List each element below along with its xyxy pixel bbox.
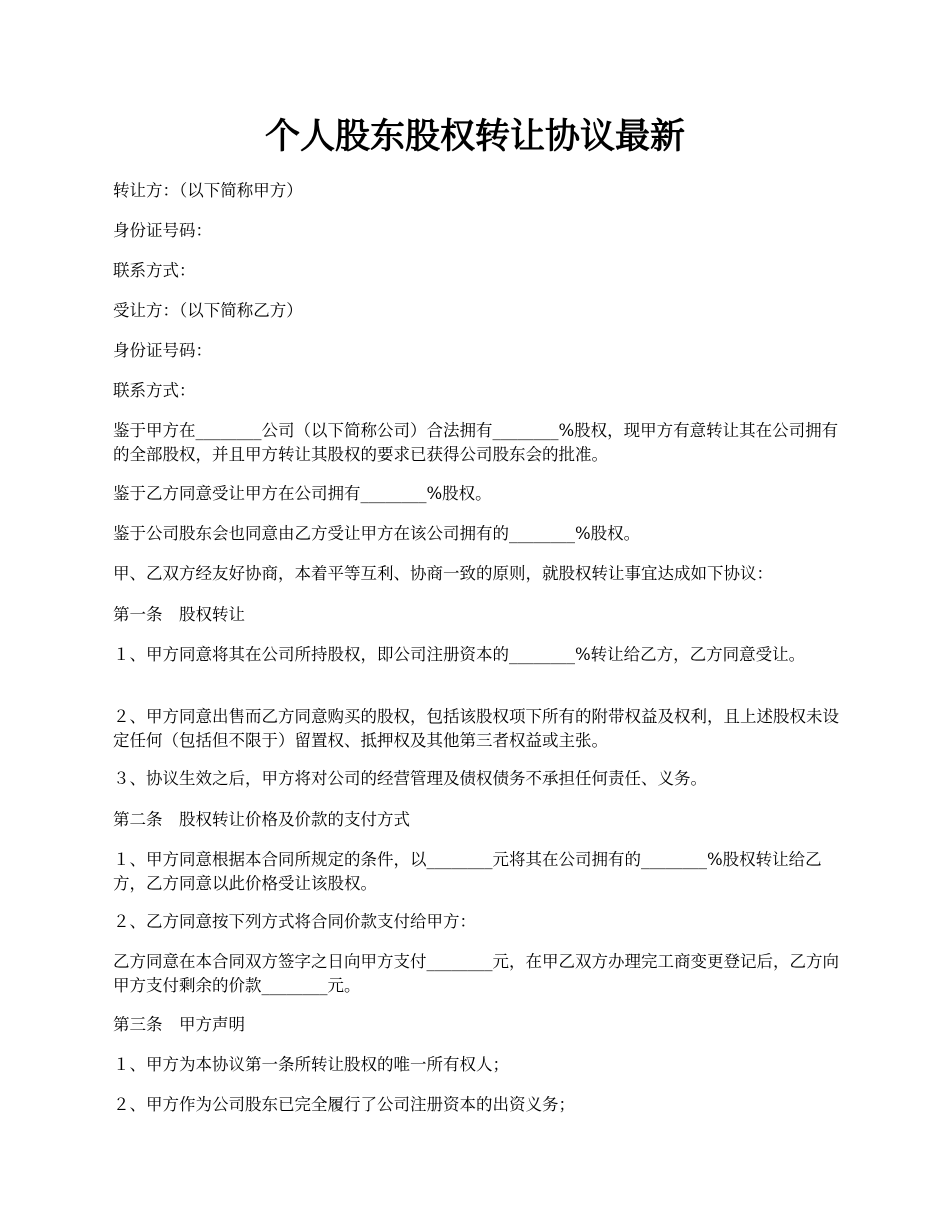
clause-paragraph: １、甲方同意根据本合同所规定的条件，以________元将其在公司拥有的________%股权转让给乙方，乙方同意以此价格受让该股权。 (113, 850, 822, 893)
party-a-id: 身份证号码： (113, 221, 212, 240)
clause-paragraph: １、甲方同意将其在公司所持股权，即公司注册资本的________%转让给乙方，乙方同意受让。 (113, 645, 806, 664)
clause-paragraph: ２、甲方同意出售而乙方同意购买的股权，包括该股权项下所有的附带权益及权利，且上述股权未设定任何（包括但不限于）留置权、抵押权及其他第三者权益或主张。 (113, 707, 839, 750)
document-title: 个人股东股权转让协议最新 (264, 116, 685, 157)
clause-paragraph: 乙方同意在本合同双方签字之日向甲方支付________元，在甲乙双方办理完工商变更登记后，乙方向甲方支付剩余的价款________元。 (113, 952, 839, 995)
article-heading: 第一条 股权转让 (113, 605, 245, 624)
party-a-line: 转让方：（以下简称甲方） (113, 181, 303, 200)
recital-paragraph: 鉴于甲方在________公司（以下简称公司）合法拥有________%股权，现甲方有意转让其在公司拥有的全部股权，并且甲方转让其股权的要求已获得公司股东会的批准。 (113, 421, 839, 464)
clause-paragraph: ２、乙方同意按下列方式将合同价款支付给甲方： (113, 912, 476, 931)
party-a-contact: 联系方式： (113, 261, 196, 280)
article-heading: 第三条 甲方声明 (113, 1015, 245, 1034)
recital-paragraph: 甲、乙双方经友好协商，本着平等互利、协商一致的原则，就股权转让事宜达成如下协议： (113, 564, 773, 583)
party-b-id: 身份证号码： (113, 341, 212, 360)
recital-paragraph: 鉴于公司股东会也同意由乙方受让甲方在该公司拥有的________%股权。 (113, 524, 641, 543)
party-b-line: 受让方：（以下简称乙方） (113, 301, 303, 320)
article-heading: 第二条 股权转让价格及价款的支付方式 (113, 810, 410, 829)
recital-paragraph: 鉴于乙方同意受让甲方在公司拥有________%股权。 (113, 484, 492, 503)
party-b-contact: 联系方式： (113, 381, 196, 400)
clause-paragraph: ３、协议生效之后，甲方将对公司的经营管理及债权债务不承担任何责任、义务。 (113, 769, 707, 788)
clause-paragraph: ２、甲方作为公司股东已完全履行了公司注册资本的出资义务； (113, 1095, 575, 1114)
clause-paragraph: １、甲方为本协议第一条所转让股权的唯一所有权人； (113, 1055, 509, 1074)
